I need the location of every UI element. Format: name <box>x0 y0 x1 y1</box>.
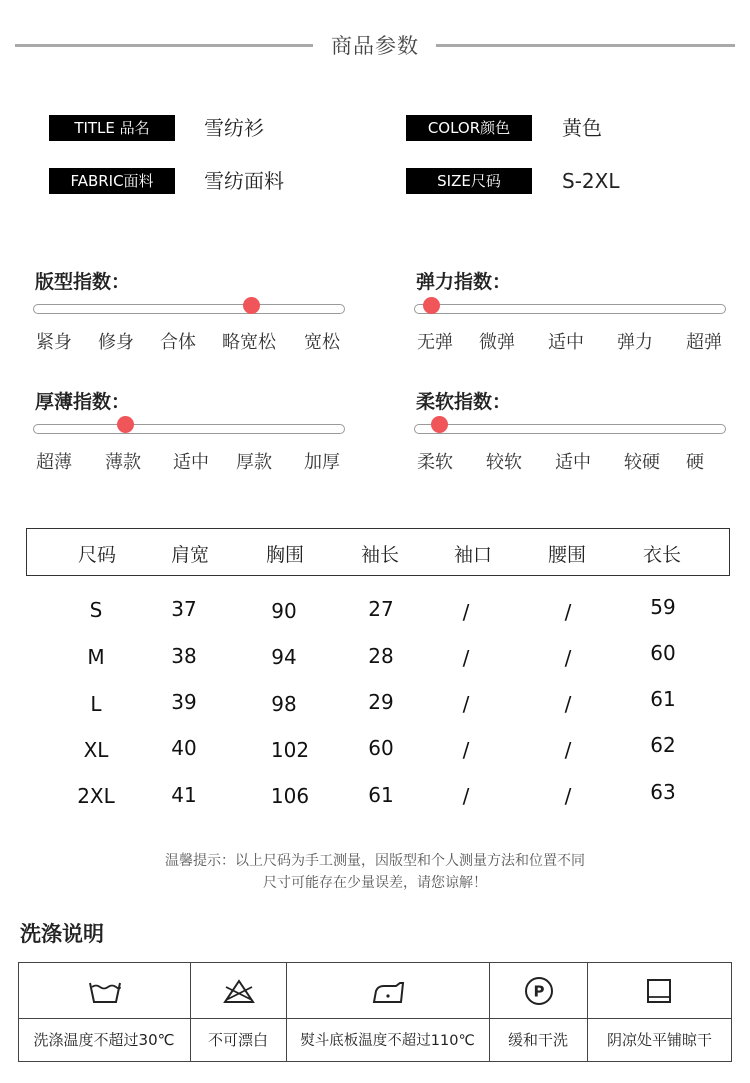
dry-flat-shade-label: 阴凉处平铺晾干 <box>606 1031 712 1049</box>
fit-scale-2: 合体 <box>160 332 196 353</box>
table-cell: 106 <box>270 784 310 808</box>
fit-index-track <box>33 304 345 314</box>
table-cell: 29 <box>368 690 394 714</box>
col-header-sleeve: 袖长 <box>360 544 399 566</box>
table-cell: XL <box>83 738 109 762</box>
thickness-index-knob <box>117 416 134 433</box>
gentle-dry-clean-label: 缓和干洗 <box>507 1031 568 1049</box>
fit-index-label: 版型指数： <box>35 271 131 293</box>
table-cell: / <box>462 646 470 670</box>
dry-flat-shade-icon <box>644 975 674 1007</box>
table-cell: 98 <box>271 692 297 716</box>
table-cell: L <box>90 692 102 716</box>
washing-title: 洗涤说明 <box>20 922 104 946</box>
fit-scale-3: 略宽松 <box>222 332 276 353</box>
elasticity-scale-0: 无弹 <box>417 332 453 353</box>
table-cell: 94 <box>271 645 297 669</box>
fabric-value: 雪纺面料 <box>204 169 284 193</box>
col-header-waist: 腰围 <box>547 544 586 566</box>
no-bleach-icon <box>222 975 256 1007</box>
table-cell: / <box>462 738 470 762</box>
elasticity-index-label: 弹力指数： <box>416 271 512 293</box>
table-cell: / <box>564 738 572 762</box>
wash-temp-label: 洗涤温度不超过30℃ <box>33 1031 175 1049</box>
softness-index-label: 柔软指数： <box>416 391 512 413</box>
table-cell: M <box>87 645 105 669</box>
fabric-tag: FABRIC面料 <box>49 168 175 194</box>
title-value: 雪纺衫 <box>204 116 264 140</box>
table-cell: / <box>462 600 470 624</box>
table-cell: / <box>564 600 572 624</box>
elasticity-scale-1: 微弹 <box>479 332 515 353</box>
table-cell: S <box>89 598 103 622</box>
thickness-scale-0: 超薄 <box>36 452 72 473</box>
thickness-scale-4: 加厚 <box>304 452 340 473</box>
softness-scale-3: 较硬 <box>624 452 660 473</box>
thickness-index-label: 厚薄指数： <box>35 391 131 413</box>
softness-scale-1: 较软 <box>486 452 522 473</box>
softness-scale-4: 硬 <box>686 452 704 473</box>
table-cell: 61 <box>650 687 676 711</box>
no-bleach-label: 不可漂白 <box>207 1031 268 1049</box>
fit-scale-0: 紧身 <box>36 332 72 353</box>
wash-30-icon <box>88 975 122 1007</box>
measurement-note-line1: 温馨提示：以上尺码为手工测量，因版型和个人测量方法和位置不同 <box>165 853 585 869</box>
table-cell: 62 <box>650 733 676 757</box>
thickness-scale-1: 薄款 <box>105 452 141 473</box>
title-tag: TITLE 品名 <box>49 115 175 141</box>
dry-clean-symbol: P <box>533 982 545 1001</box>
table-cell: 37 <box>171 597 197 621</box>
fit-scale-4: 宽松 <box>304 332 340 353</box>
table-cell: 61 <box>368 783 394 807</box>
table-cell: 28 <box>368 644 394 668</box>
elasticity-scale-4: 超弹 <box>686 332 722 353</box>
table-cell: 60 <box>368 736 394 760</box>
table-cell: / <box>564 784 572 808</box>
table-cell: 38 <box>171 644 197 668</box>
col-header-cuff: 袖口 <box>453 544 492 566</box>
col-header-chest: 胸围 <box>265 544 304 566</box>
color-value: 黄色 <box>562 116 602 140</box>
table-cell: 40 <box>171 736 197 760</box>
table-cell: / <box>462 692 470 716</box>
table-cell: 60 <box>650 641 676 665</box>
elasticity-scale-2: 适中 <box>548 332 584 353</box>
page-title: 商品参数 <box>331 34 419 58</box>
table-cell: 27 <box>368 597 394 621</box>
table-cell: 63 <box>650 780 676 804</box>
table-cell: 41 <box>171 783 197 807</box>
washing-table-divider <box>18 1018 732 1019</box>
dry-clean-p-icon <box>522 975 556 1007</box>
table-cell: 102 <box>270 738 310 762</box>
thickness-scale-3: 厚款 <box>236 452 272 473</box>
table-cell: 59 <box>650 595 676 619</box>
table-cell: / <box>564 646 572 670</box>
softness-scale-2: 适中 <box>555 452 591 473</box>
table-cell: 2XL <box>77 784 115 808</box>
size-value: S-2XL <box>562 169 620 193</box>
thickness-index-track <box>33 424 345 434</box>
iron-temp-label: 熨斗底板温度不超过110℃ <box>300 1033 475 1049</box>
softness-index-knob <box>431 416 448 433</box>
fit-index-knob <box>243 297 260 314</box>
elasticity-scale-3: 弹力 <box>617 332 653 353</box>
softness-scale-0: 柔软 <box>417 452 453 473</box>
col-header-size: 尺码 <box>77 544 116 566</box>
elasticity-index-knob <box>423 297 440 314</box>
col-header-shoulder: 肩宽 <box>170 544 209 566</box>
thickness-scale-2: 适中 <box>173 452 209 473</box>
table-cell: / <box>564 692 572 716</box>
elasticity-index-track <box>414 304 726 314</box>
measurement-note-line2: 尺寸可能存在少量误差，请您谅解！ <box>263 875 487 891</box>
table-cell: 39 <box>171 690 197 714</box>
col-header-length: 衣长 <box>642 544 681 566</box>
table-cell: / <box>462 784 470 808</box>
fit-scale-1: 修身 <box>98 332 134 353</box>
size-tag: SIZE尺码 <box>406 168 532 194</box>
iron-icon <box>370 975 406 1007</box>
softness-index-track <box>414 424 726 434</box>
color-tag: COLOR颜色 <box>406 115 532 141</box>
table-cell: 90 <box>271 599 297 623</box>
